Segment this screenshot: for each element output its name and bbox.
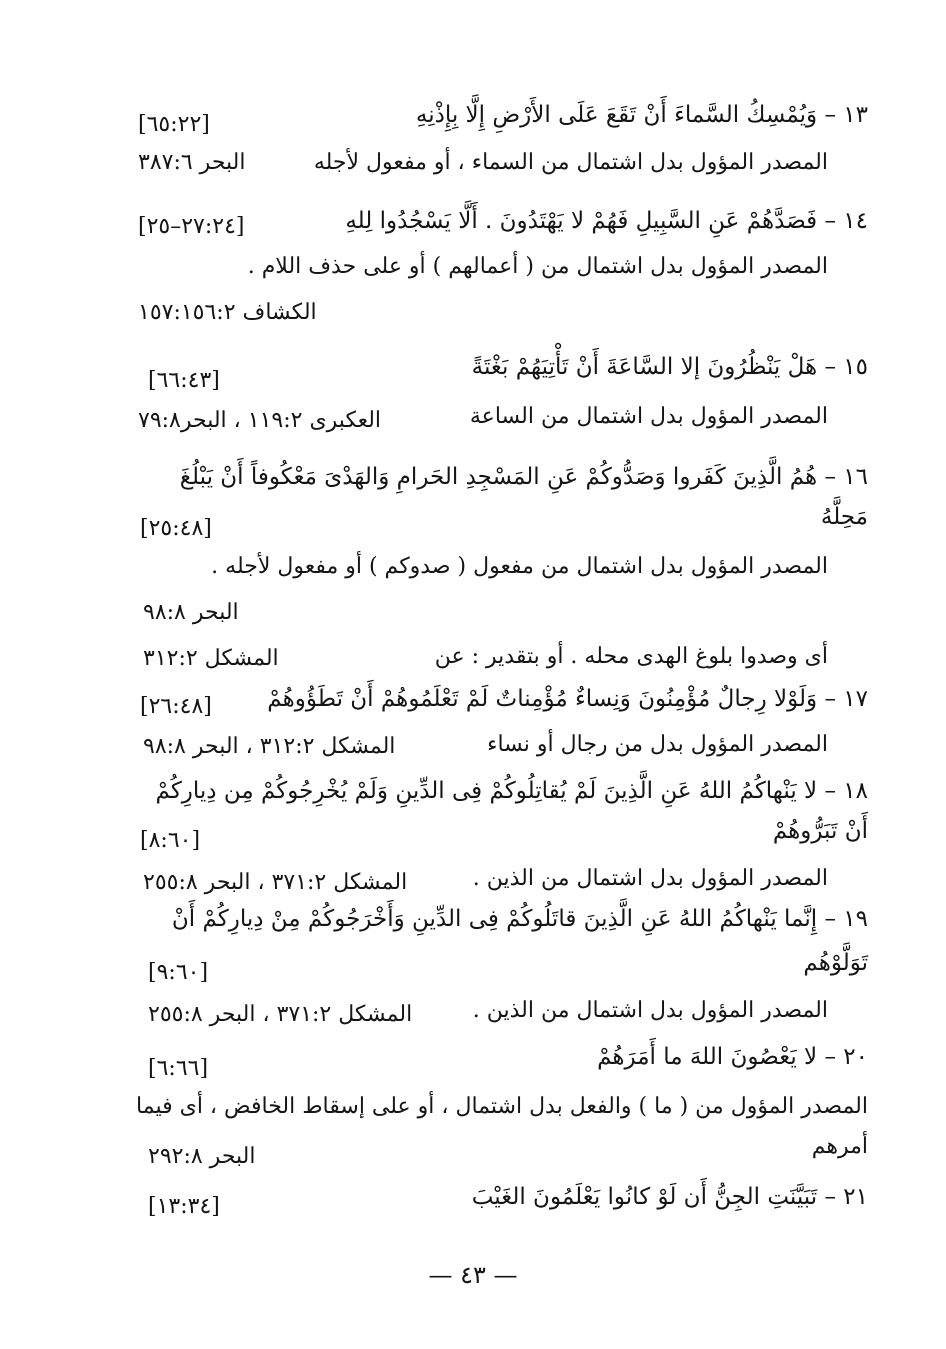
verse-18-cont: أَنْ تَبَرُّوهُمْ: [772, 818, 868, 844]
verse-15: ١٥ – هَلْ يَنْظُرُونَ إلا السَّاعَةَ أَنْ تَأْتِيَهُمْ بَغْتَةً: [471, 354, 868, 380]
source-16: البحر ٩٨:٨: [143, 600, 239, 625]
note-16: المصدر المؤول بدل اشتمال من مفعول ( صدوكم ) أو مفعول لأجله .: [211, 554, 828, 579]
ref-16: [٢٥:٤٨]: [140, 516, 212, 541]
verse-18: ١٨ – لا يَنْهاكُمُ اللهُ عَنِ الَّذِينَ لَمْ يُقاتِلُوكُمْ فِى الدِّينِ وَلَمْ يُخْرِجُوكُمْ مِن دِيارِكُمْ: [155, 778, 868, 804]
source-14: الكشاف ١٥٧:١٥٦:٢: [138, 300, 317, 325]
verse-19-cont: تَوَلَّوْهُم: [803, 950, 868, 976]
ref-18: [٨:٦٠]: [140, 828, 201, 853]
note-18: المصدر المؤول بدل اشتمال من الذين .: [472, 866, 828, 891]
verse-14: ١٤ – فَصَدَّهُمْ عَنِ السَّبِيلِ فَهُمْ لا يَهْتَدُونَ . أَلَّا يَسْجُدُوا لِلهِ: [345, 208, 868, 234]
verse-16: ١٦ – هُمُ الَّذِينَ كَفَروا وَصَدُّوكُمْ عَنِ المَسْجِدِ الحَرامِ وَالهَدْىَ مَعْكُوفاً أَنْ يَبْلُغَ: [179, 464, 868, 490]
note-17: المصدر المؤول بدل من رجال أو نساء: [487, 732, 828, 757]
ref-21: [١٣:٣٤]: [148, 1194, 220, 1219]
verse-20: ٢٠ – لا يَعْصُونَ اللهَ ما أَمَرَهُمْ: [597, 1044, 868, 1070]
ref-14: [٢٧:٢٤–٢٥]: [138, 214, 245, 239]
verse-17: ١٧ – وَلَوْلا رِجالٌ مُؤْمِنُونَ وَنِساءٌ مُؤْمِناتٌ لَمْ تَعْلَمُوهُمْ أَنْ تَطَؤُوهُمْ: [267, 686, 868, 712]
note-20: المصدر المؤول من ( ما ) والفعل بدل اشتمال ، أو على إسقاط الخافض ، أى فيما: [136, 1094, 868, 1119]
source-17: المشكل ٣١٢:٢ ، البحر ٩٨:٨: [143, 734, 396, 759]
note-13: المصدر المؤول بدل اشتمال من السماء ، أو مفعول لأجله: [313, 150, 828, 175]
verse-16-cont: مَحِلَّهُ: [820, 504, 868, 530]
note-14: المصدر المؤول بدل اشتمال من ( أعمالهم ) أو على حذف اللام .: [247, 254, 828, 279]
note-19: المصدر المؤول بدل اشتمال من الذين .: [472, 998, 828, 1023]
extra-source-16: المشكل ٣١٢:٢: [143, 646, 279, 671]
extra-16: أى وصدوا بلوغ الهدى محله . أو بتقدير : عن: [434, 644, 828, 669]
verse-13: ١٣ – وَيُمْسِكُ السَّماءَ أَنْ تَقَعَ عَلَى الأَرْضِ إِلَّا بِإِذْنِهِ: [415, 102, 868, 128]
verse-21: ٢١ – تَبَيَّنَتِ الجِنُّ أَن لَوْ كانُوا يَعْلَمُونَ الغَيْبَ: [471, 1184, 868, 1210]
ref-17: [٢٦:٤٨]: [140, 694, 212, 719]
ref-13: [٦٥:٢٢]: [138, 112, 210, 137]
ref-20: [٦:٦٦]: [148, 1056, 209, 1081]
note-15: المصدر المؤول بدل اشتمال من الساعة: [469, 404, 828, 429]
source-20: البحر ٢٩٢:٨: [148, 1144, 256, 1169]
source-18: المشكل ٣٧١:٢ ، البحر ٢٥٥:٨: [143, 870, 408, 895]
note-20-cont: أمرهم: [811, 1134, 868, 1159]
source-15: العكبرى ١١٩:٢ ، البحر٧٩:٨: [138, 408, 382, 433]
verse-19: ١٩ – إِنَّما يَنْهاكُمُ اللهُ عَنِ الَّذِينَ قاتَلُوكُمْ فِى الدِّينِ وَأَخْرَجُوكُمْ مِنْ دِيارِكُمْ أَنْ: [171, 906, 868, 932]
source-19: المشكل ٣٧١:٢ ، البحر ٢٥٥:٨: [148, 1002, 413, 1027]
ref-15: [٦٦:٤٣]: [148, 368, 220, 393]
page-number: — ٤٣ —: [428, 1261, 518, 1289]
ref-19: [٩:٦٠]: [148, 960, 209, 985]
source-13: البحر ٣٨٧:٦: [138, 150, 246, 175]
